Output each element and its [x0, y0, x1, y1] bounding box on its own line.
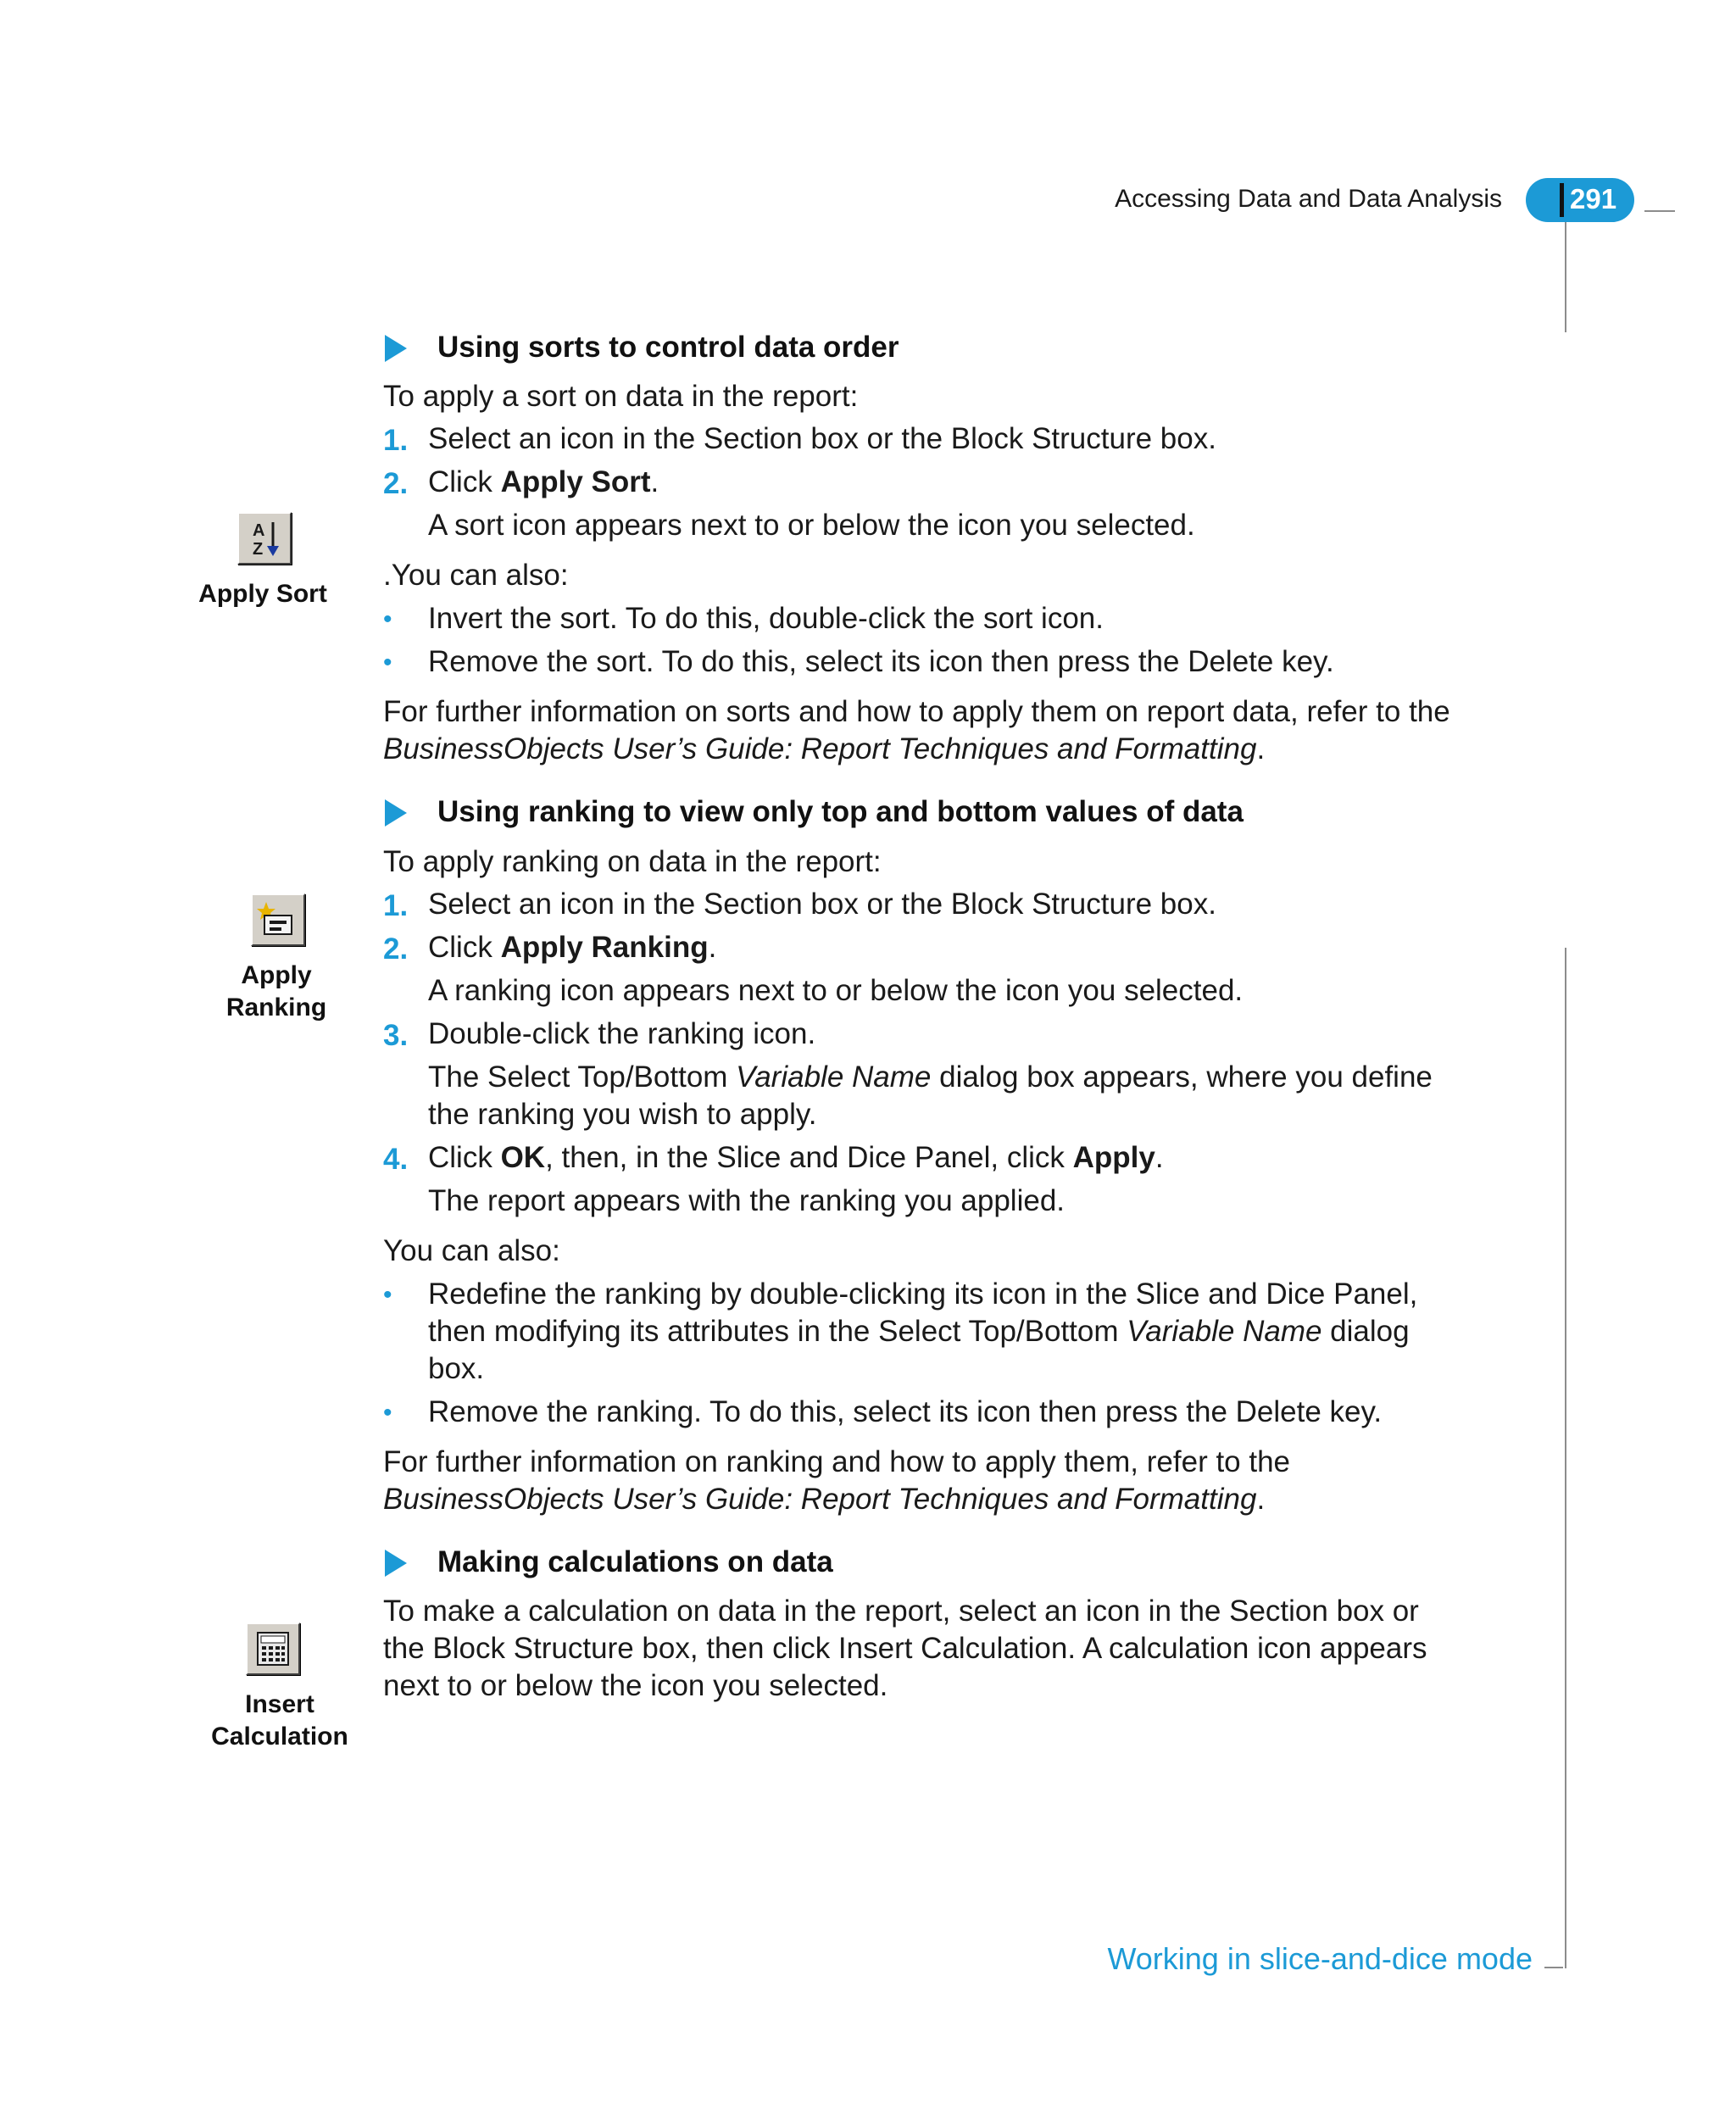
- page-number: 291: [1570, 183, 1617, 214]
- insert-calculation-icon: [246, 1623, 300, 1675]
- ranking-step4-text: Click OK, then, in the Slice and Dice Panel, click Apply.: [428, 1141, 1164, 1174]
- heading-arrow-icon: [385, 1550, 407, 1577]
- sorts-also: .You can also:: [383, 559, 569, 592]
- apply-ranking-label: [200, 960, 353, 1024]
- heading-calculations-text: Making calculations on data: [437, 1545, 833, 1578]
- heading-arrow-icon: [385, 335, 407, 362]
- guide-title: BusinessObjects User’s Guide: Report Techniques and Formatting: [383, 1483, 1257, 1516]
- running-footer: Working in slice-and-dice mode: [1107, 1941, 1533, 1976]
- insert-calculation-label: [195, 1689, 364, 1753]
- insert-calculation-label-line1: Insert: [245, 1690, 314, 1718]
- header-rule: [1644, 210, 1675, 212]
- ranking-step2-text: Click Apply Ranking.: [428, 931, 717, 964]
- apply-ranking-command: Apply Ranking: [500, 931, 709, 964]
- ranking-step4-result: The report appears with the ranking you applied.: [428, 1184, 1066, 1217]
- sorts-step1-number: 1.: [383, 424, 409, 457]
- ranking-bullet2: Remove the ranking. To do this, select its icon then press the Delete key.: [428, 1395, 1383, 1428]
- ranking-bullet1-line2: then modifying its attributes in the Select Top/Bottom Variable Name dialog: [428, 1315, 1410, 1348]
- ranking-bullet2-marker: •: [383, 1399, 392, 1427]
- calc-line2: the Block Structure box, then click Insert Calculation. A calculation icon appears: [383, 1632, 1427, 1665]
- ranking-step3-text: Double-click the ranking icon.: [428, 1017, 816, 1050]
- footer-rule: [1544, 1967, 1563, 1968]
- apply-sort-icon: [237, 512, 292, 565]
- ranking-also: You can also:: [383, 1234, 560, 1267]
- svg-text:A: A: [253, 521, 265, 540]
- page-number-badge: [1526, 178, 1634, 222]
- ranking-icon: [253, 895, 303, 944]
- badge-marker: [1560, 183, 1564, 217]
- ranking-step4-number: 4.: [383, 1143, 409, 1176]
- heading-sorts: [437, 331, 899, 365]
- sorts-further-info-line2: BusinessObjects User’s Guide: Report Techniques and Formatting.: [383, 732, 1266, 765]
- ranking-step1-number: 1.: [383, 889, 409, 922]
- ranking-step2-result: A ranking icon appears next to or below the icon you selected.: [428, 974, 1244, 1007]
- ranking-step3-number: 3.: [383, 1019, 409, 1052]
- sorts-bullet2-marker: •: [383, 648, 392, 676]
- guide-title: BusinessObjects User’s Guide: Report Techniques and Formatting: [383, 732, 1257, 765]
- sorts-further-info-line1: For further information on sorts and how to apply them on report data, refer to the: [383, 695, 1450, 728]
- margin-rule-top: [1565, 222, 1566, 332]
- calc-line3: next to or below the icon you selected.: [383, 1669, 888, 1702]
- sorts-bullet1-marker: •: [383, 605, 392, 633]
- svg-text:Z: Z: [253, 540, 264, 559]
- sorts-step1-text: Select an icon in the Section box or the Block Structure box.: [428, 422, 1216, 455]
- ranking-bullet1-line3: box.: [428, 1352, 485, 1385]
- heading-calculations: [437, 1545, 833, 1579]
- ranking-bullet1-line1: Redefine the ranking by double-clicking its icon in the Slice and Dice Panel,: [428, 1277, 1418, 1311]
- sorts-step2-text: Click Apply Sort.: [428, 465, 659, 498]
- ranking-step3-result-line2: the ranking you wish to apply.: [428, 1098, 817, 1131]
- insert-calculation-label-line2: Calculation: [211, 1723, 348, 1751]
- sorts-step2-number: 2.: [383, 467, 409, 500]
- apply-sort-label: Apply Sort: [198, 580, 327, 608]
- ranking-step2-number: 2.: [383, 932, 409, 966]
- ranking-further-info-line1: For further information on ranking and how to apply them, refer to the: [383, 1445, 1291, 1478]
- apply-ranking-label-line1: Apply: [241, 961, 312, 989]
- running-header: Accessing Data and Data Analysis: [1115, 185, 1502, 213]
- calc-line1: To make a calculation on data in the report, select an icon in the Section box or: [383, 1595, 1419, 1628]
- heading-arrow-icon: [385, 799, 407, 827]
- sorts-bullet2: Remove the sort. To do this, select its icon then press the Delete key.: [428, 645, 1334, 678]
- sorts-bullet1: Invert the sort. To do this, double-click the sort icon.: [428, 602, 1104, 635]
- ranking-step1-text: Select an icon in the Section box or the Block Structure box.: [428, 888, 1216, 921]
- sorts-intro: To apply a sort on data in the report:: [383, 380, 859, 413]
- ranking-step3-result-line1: The Select Top/Bottom Variable Name dialog box appears, where you define: [428, 1060, 1433, 1094]
- sort-az-icon: [239, 514, 290, 563]
- sorts-step2-result: A sort icon appears next to or below the icon you selected.: [428, 509, 1195, 542]
- apply-sort-command: Apply Sort: [500, 465, 651, 498]
- ranking-further-info-line2: BusinessObjects User’s Guide: Report Techniques and Formatting.: [383, 1483, 1266, 1516]
- ranking-intro: To apply ranking on data in the report:: [383, 845, 882, 878]
- ranking-bullet1-marker: •: [383, 1281, 392, 1309]
- apply-ranking-icon: [251, 893, 305, 946]
- heading-ranking-text: Using ranking to view only top and bottom values of data: [437, 795, 1244, 828]
- margin-rule-bottom: [1565, 948, 1566, 1968]
- heading-sorts-text: Using sorts to control data order: [437, 331, 899, 364]
- calculator-icon: [248, 1624, 298, 1673]
- heading-ranking: [437, 795, 1244, 829]
- apply-ranking-label-line2: Ranking: [225, 994, 327, 1021]
